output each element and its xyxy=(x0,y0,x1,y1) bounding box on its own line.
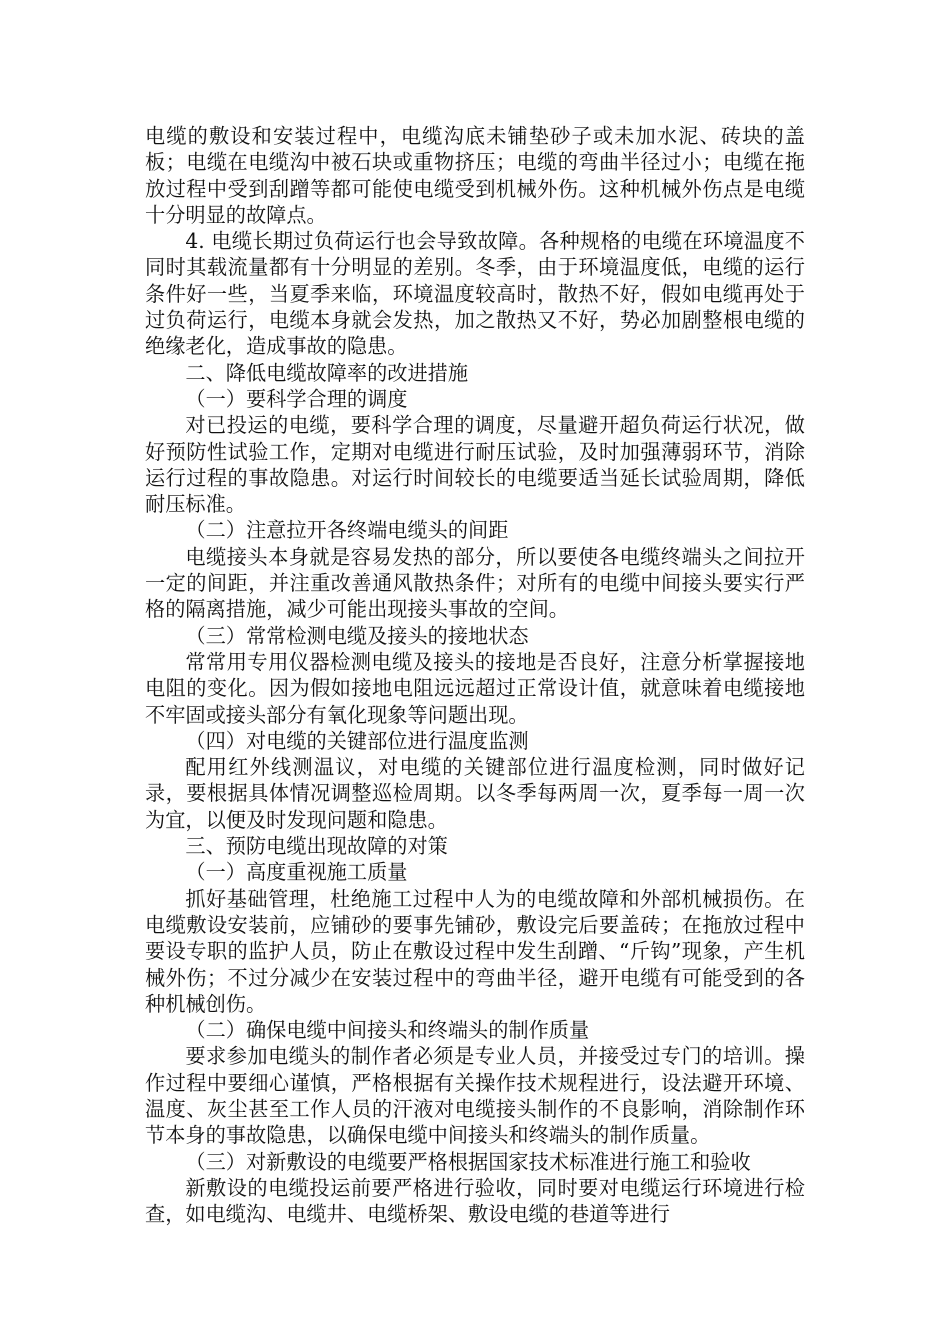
subheading-temperature: （四）对电缆的关键部位进行温度监测 xyxy=(185,728,529,753)
paragraph-temperature: 配用红外线测温议，对电缆的关键部位进行温度检测，同时做好记录，要根据具体情况调整巡检周期。以冬季每两周一次，夏季每一周一次为宜，以便及时发现问题和隐患。 xyxy=(145,755,805,832)
paragraph-terminal-spacing: 电缆接头本身就是容易发热的部分，所以要使各电缆终端头之间拉开一定的间距，并注重改善通风散热条件；对所有的电缆中间接头要实行严格的隔离措施，减少可能出现接头事故的空间。 xyxy=(145,544,805,622)
paragraph-scheduling: 对已投运的电缆，要科学合理的调度，尽量避开超负荷运行状况，做好预防性试验工作，定期对电缆进行耐压试验，及时加强薄弱环节，消除运行过程的事故隐患。对运行时间较长的电缆要适当延长试验周期，降低耐压标准。 xyxy=(145,413,805,517)
section-heading-prevention: 三、预防电缆出现故障的对策 xyxy=(185,834,448,859)
section-heading-improvement-measures: 二、降低电缆故障率的改进措施 xyxy=(185,360,469,385)
subheading-new-cable-standards: （三）对新敷设的电缆要严格根据国家技术标准进行施工和验收 xyxy=(185,1149,751,1174)
paragraph-grounding: 常常用专用仪器检测电缆及接头的接地是否良好，注意分析掌握接地电阻的变化。因为假如接地电阻远远超过正常设计值，就意味着电缆接地不牢固或接头部分有氧化现象等问题出现。 xyxy=(145,649,805,727)
subheading-construction-quality: （一）高度重视施工质量 xyxy=(185,860,408,885)
paragraph-joint-quality: 要求参加电缆头的制作者必须是专业人员，并接受过专门的培训。操作过程中要细心谨慎，严格根据有关操作技术规程进行，设法避开环境、温度、灰尘甚至工作人员的汗液对电缆接头制作的不良影响，消除制作环节本身的事故隐患，以确保电缆中间接头和终端头的制作质量。 xyxy=(145,1044,805,1148)
paragraph-new-cable-acceptance: 新敷设的电缆投运前要严格进行验收，同时要对电缆运行环境进行检查，如电缆沟、电缆井、电缆桥架、敷设电缆的巷道等进行 xyxy=(145,1175,805,1227)
subheading-joint-quality: （二）确保电缆中间接头和终端头的制作质量 xyxy=(185,1018,590,1043)
paragraph-mechanical-damage: 电缆的敷设和安装过程中，电缆沟底未铺垫砂子或未加水泥、砖块的盖板；电缆在电缆沟中被石块或重物挤压；电缆的弯曲半径过小；电缆在拖放过程中受到刮蹭等都可能使电缆受到机械外伤。这种机械外伤点是电缆十分明显的故障点。 xyxy=(145,124,805,227)
document-body xyxy=(145,123,805,1227)
paragraph-construction-quality: 抓好基础管理，杜绝施工过程中人为的电缆故障和外部机械损伤。在电缆敷设安装前，应铺砂的要事先铺砂，敷设完后要盖砖；在拖放过程中要设专职的监护人员，防止在敷设过程中发生刮蹭、“斤钩”现象，产生机械外伤；不过分减少在安装过程中的弯曲半径，避开电缆有可能受到的各种机械创伤。 xyxy=(145,886,805,1016)
subheading-terminal-spacing: （二）注意拉开各终端电缆头的间距 xyxy=(185,518,509,543)
paragraph-overload: 4. 电缆长期过负荷运行也会导致故障。各种规格的电缆在环境温度不同时其载流量都有十分明显的差别。冬季，由于环境温度低，电缆的运行条件好一些，当夏季来临，环境温度较高时，散热不好，假如电缆再处于过负荷运行，电缆本身就会发热，加之散热又不好，势必加剧整根电缆的绝缘老化，造成事故的隐患。 xyxy=(145,229,805,359)
subheading-scheduling: （一）要科学合理的调度 xyxy=(185,386,408,411)
subheading-grounding: （三）常常检测电缆及接头的接地状态 xyxy=(185,623,529,648)
